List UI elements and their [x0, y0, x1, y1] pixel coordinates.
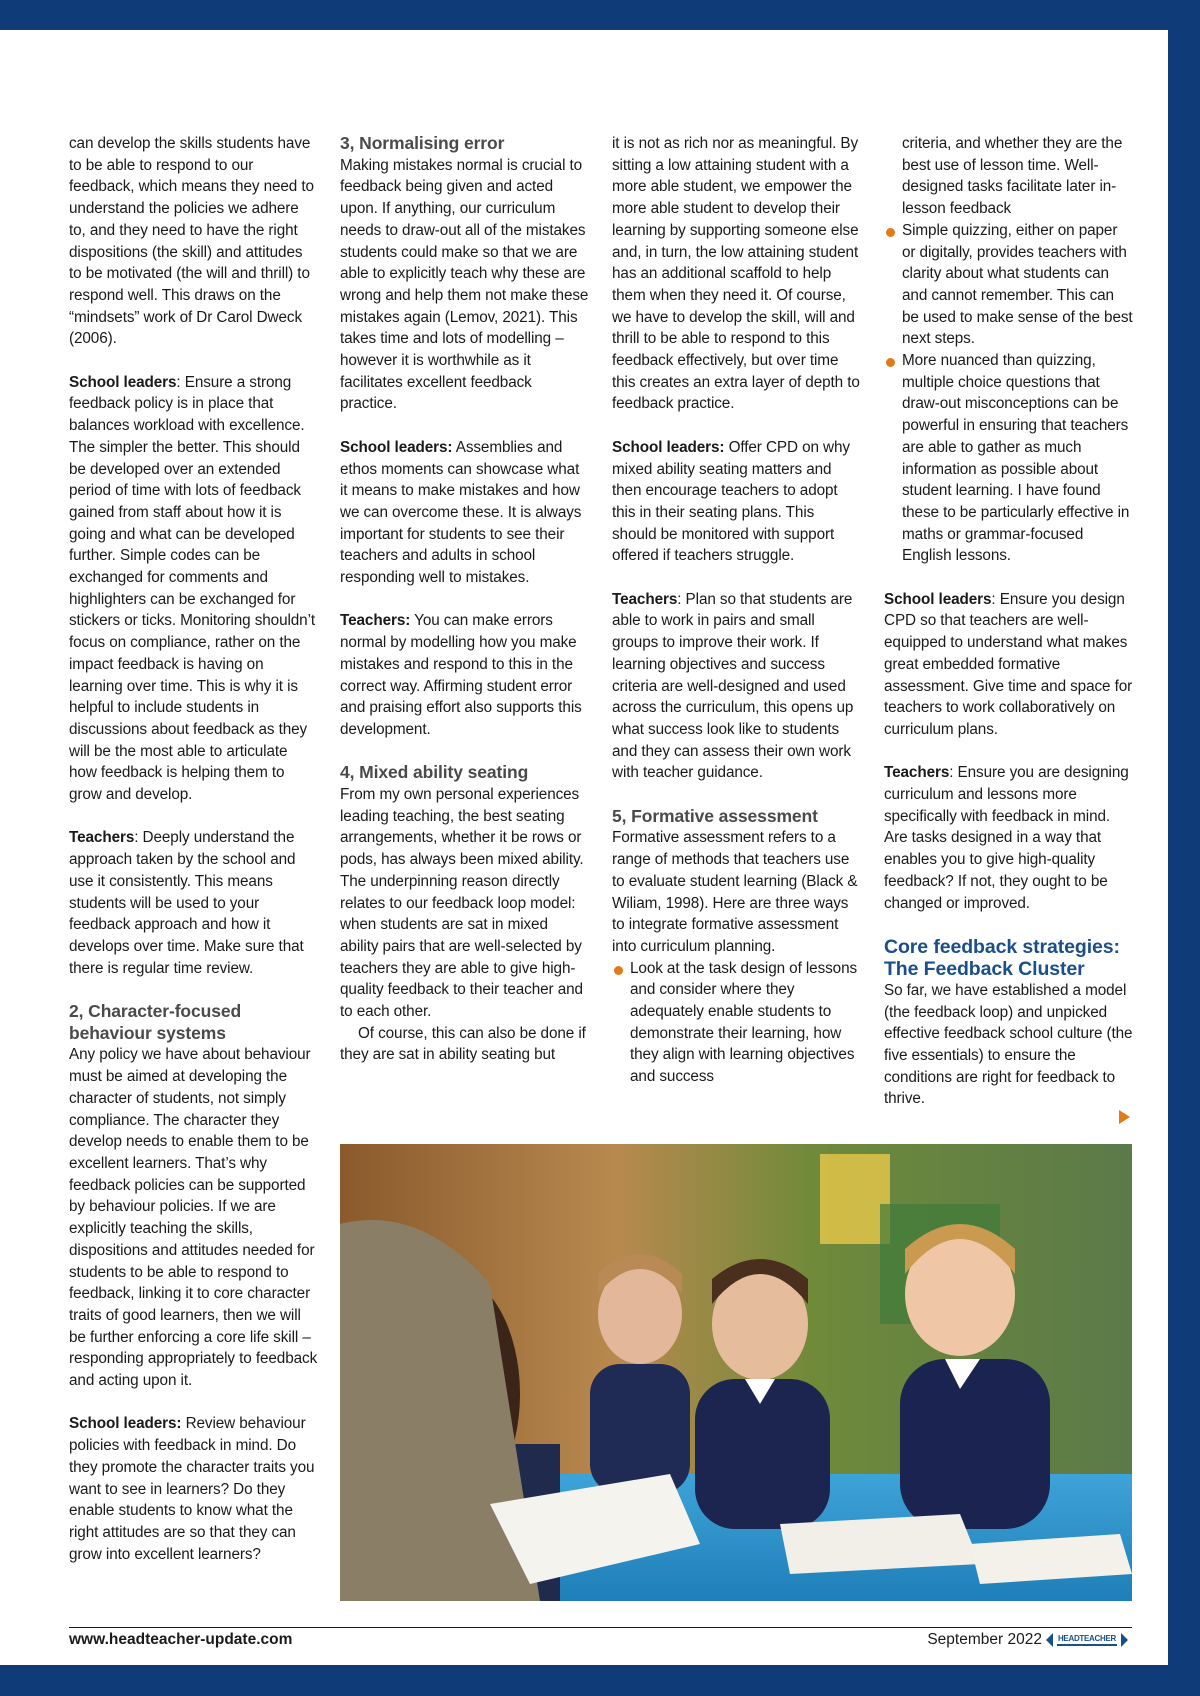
- body-paragraph: Teachers: You can make errors normal by modelling how you make mistakes and respond to this in the correct way. Affirming student error and praising effort also supports this development.: [340, 612, 582, 738]
- article-column-1: [69, 133, 319, 1565]
- footer-divider: [69, 1627, 1132, 1628]
- role-label: Teachers: [612, 590, 678, 608]
- role-label: Teachers: [69, 829, 135, 847]
- role-label: School leaders:: [612, 438, 725, 456]
- body-paragraph: Teachers: Deeply understand the approach taken by the school and use it consistently. This means students will be used to your feedback approach and how it develops over time. Make sure that there is regular time review.: [69, 829, 304, 977]
- article-column-2: [340, 133, 590, 1066]
- role-label: School leaders:: [69, 1415, 182, 1433]
- article-column-3: [612, 133, 862, 1088]
- role-label: School leaders: [69, 373, 177, 391]
- next-page-icon[interactable]: [1121, 1633, 1128, 1647]
- previous-page-icon[interactable]: [1046, 1633, 1053, 1647]
- section-heading: 2, Character-focused behaviour systems: [69, 1001, 242, 1043]
- role-label: School leaders:: [340, 438, 453, 456]
- list-item: Simple quizzing, either on paper or digitally, provides teachers with clarity about what students can and cannot remember. This can be used to make sense of the best next steps.: [884, 220, 1134, 350]
- body-paragraph: Teachers: Plan so that students are able to work in pairs and small groups to improve their work. If learning objectives and success criteria are well-designed and used across the curriculum, this opens up what success look like to students and they can assess their own work with teacher guidance.: [612, 590, 854, 782]
- section-heading: 3, Normalising error: [340, 133, 505, 153]
- role-label: School leaders: [884, 590, 992, 608]
- classroom-illustration: [340, 1144, 1132, 1601]
- footer-right: [927, 1631, 1128, 1649]
- list-item: More nuanced than quizzing, multiple choice questions that draw-out misconceptions can be powerful in ensuring that teachers are able to gather as much information as possible about student learning. I have found these to be particularly effective in maths or grammar-focused English lessons.: [884, 350, 1134, 567]
- body-paragraph: School leaders: Review behaviour policies with feedback in mind. Do they promote the character traits you want to see in learners? Do they enable students to know what the right attitudes are so that they can grow into excellent learners?: [69, 1415, 315, 1563]
- list-item-continued: criteria, and whether they are the best use of lesson time. Well-designed tasks facilitate later in-lesson feedback: [902, 135, 1123, 218]
- role-label: Teachers:: [340, 612, 411, 630]
- body-paragraph: it is not as rich nor as meaningful. By sitting a low attaining student with a more able student, we empower the more able student to develop their learning by supporting someone else and, in turn, the low attaining student has an additional scaffold to help them when they need it. Of course, we have to develop the skill, will and thrill to be able to respond to this feedback effectively, but over time this creates an extra layer of depth to feedback practice.: [612, 135, 860, 413]
- bullet-list: [612, 958, 862, 1088]
- section-heading: 5, Formative assessment: [612, 805, 818, 826]
- body-paragraph: Making mistakes normal is crucial to feedback being given and acted upon. If anything, our curriculum needs to draw-out all of the mistakes students could make so that we are able to explicitly teach why these are wrong and help them not make these mistakes again (Lemov, 2021). This takes time and lots of modelling – however it is worthwhile as it facilitates excellent feedback practice.: [340, 156, 589, 413]
- body-paragraph: School leaders: Assemblies and ethos moments can showcase what it means to make mistakes and how we can overcome these. It is always important for students to see their teachers and adults in school responding well to mistakes.: [340, 438, 582, 587]
- feature-heading: Core feedback strategies: The Feedback Cluster: [884, 935, 1120, 980]
- body-paragraph: can develop the skills students have to be able to respond to our feedback, which means they need to understand the policies we adhere to, and they need to have the right dispositions (the skill) and attitudes to be motivated (the will and thrill) to respond well. This draws on the “mindsets” work of Dr Carol Dweck (2006).: [69, 135, 314, 348]
- article-column-4: [884, 133, 1134, 1110]
- body-paragraph: Of course, this can also be done if they are sat in ability seating but: [340, 1024, 586, 1064]
- body-paragraph: From my own personal experiences leading teaching, the best seating arrangements, whether it be rows or pods, has always been mixed ability. The underpinning reason directly relates to our feedback loop model: when students are sat in mixed ability pairs that are well-selected by teachers they are able to give high-quality feedback to their teacher and to each other.: [340, 786, 584, 1021]
- magazine-logo: HEADTEACHER: [1057, 1634, 1117, 1646]
- role-label: Teachers: [884, 764, 950, 782]
- body-paragraph: School leaders: Ensure you design CPD so that teachers are well-equipped to understand what makes great embedded formative assessment. Give time and space for teachers to work collaboratively on curriculum plans.: [884, 590, 1133, 738]
- continue-arrow-icon: [1119, 1110, 1130, 1124]
- list-item: Look at the task design of lessons and consider where they adequately enable students to demonstrate their learning, how they align with learning objectives and success: [612, 958, 862, 1088]
- body-paragraph: Any policy we have about behaviour must be aimed at developing the character of students, not simply compliance. The character they develop needs to enable them to be excellent learners. That’s why feedback policies can be supported by behaviour policies. If we are explicitly teaching the skills, dispositions and attitudes needed for students to be able to respond to feedback, linking it to core character traits of good learners, then we will be further enforcing a core life skill – responding appropriately to feedback and acting upon it.: [69, 1046, 318, 1390]
- issue-date: September 2022: [927, 1631, 1042, 1648]
- body-paragraph: Formative assessment refers to a range of methods that teachers use to evaluate student learning (Black & Wiliam, 1998). Here are three ways to integrate formative assessment into curriculum planning.: [612, 829, 858, 955]
- body-paragraph: So far, we have established a model (the feedback loop) and unpicked effective feedback school culture (the five essentials) to ensure the conditions are right for feedback to thrive.: [884, 981, 1133, 1108]
- body-paragraph: Teachers: Ensure you are designing curriculum and lessons more specifically with feedback in mind. Are tasks designed in a way that enables you to give high-quality feedback? If not, they ought to be changed or improved.: [884, 764, 1129, 912]
- bullet-list: [884, 220, 1134, 567]
- classroom-photo: [340, 1144, 1132, 1601]
- body-paragraph: School leaders: Offer CPD on why mixed ability seating matters and then encourage teachers to adopt this in their seating plans. This should be monitored with support offered if teachers struggle.: [612, 438, 850, 565]
- section-heading: 4, Mixed ability seating: [340, 762, 529, 783]
- footer-url[interactable]: www.headteacher-update.com: [69, 1631, 293, 1648]
- body-paragraph: School leaders: Ensure a strong feedback policy is in place that balances workload with excellence. The simpler the better. This should be developed over an extended period of time with lots of feedback gained from staff about how it is going and what can be developed further. Simple codes can be exchanged for comments and highlighters can be exchanged for stickers or ticks. Monitoring shouldn’t focus on compliance, rather on the impact feedback is having on learning over time. This is why it is helpful to include students in discussions about feedback as they will be the most able to articulate how feedback is helping them to grow and develop.: [69, 373, 316, 804]
